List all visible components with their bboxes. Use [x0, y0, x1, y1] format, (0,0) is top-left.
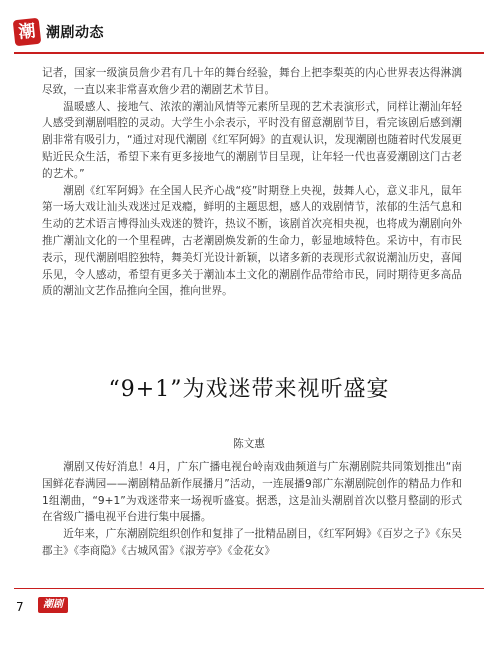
footer-logo-icon: 潮剧: [38, 597, 68, 613]
paragraph: 温暖感人、接地气、浓浓的潮汕风情等元素所呈现的艺术表演形式，同样让潮汕年轻人感受到潮剧唱腔的灵动。大学生小余表示，平时没有留意潮剧节目，看完该剧后感到潮剧非常有吸引力，“通过对现代潮剧《红军阿姆》的直观认识，发现潮剧也随着时代发展更贴近民众生活，希望下来有更多接地气的潮剧节目呈现，让年轻一代也喜爱潮剧这门古老的艺术。”: [42, 100, 462, 180]
paragraph: 潮剧《红军阿姆》在全国人民齐心战“疫”时期登上央视，鼓舞人心，意义非凡，鼠年第一场大戏让汕头戏迷过足戏瘾，鲜明的主题思想，感人的戏剧情节，浓郁的生活气息和生动的艺术语言博得汕头戏迷的赞许，热议不断，该剧首次亮相央视，也将成为潮剧向外推广潮汕文化的一个里程碑，古老潮剧焕发新的生命力，彰显地域特色。采访中，有市民表示，现代潮剧唱腔独特，舞美灯光设计新颖，以诸多新的表现形式叙说潮汕历史，喜闻乐见，令人感动，希望有更多关于潮汕本土文化的潮剧作品带给市民，同时期待更多高品质的潮汕文艺作品推向全国，推向世界。: [42, 184, 462, 298]
footer-divider: [14, 588, 484, 589]
article-author: 陈文惠: [233, 438, 265, 450]
intro-body: [42, 65, 462, 300]
page-header: [0, 0, 498, 62]
article-body: [42, 459, 462, 560]
section-title: 潮剧动态: [46, 25, 104, 41]
page-number: 7: [16, 600, 24, 614]
paragraph: 记者，国家一级演员詹少君有几十年的舞台经验，舞台上把李梨英的内心世界表达得淋漓尽致，一直以来非常喜欢詹少君的潮剧艺术节目。: [42, 67, 462, 96]
header-divider: [14, 52, 484, 54]
magazine-logo-icon: 潮: [13, 18, 42, 47]
paragraph: 潮剧又传好消息！4月，广东广播电视台岭南戏曲频道与广东潮剧院共同策划推出“南国鲜花春满园——潮剧精品新作展播月”活动，一连展播9部广东潮剧院创作的精品力作和1组潮曲，“9+1”为戏迷带来一场视听盛宴。据悉，这是汕头潮剧首次以整月整副的形式在省级广播电视平台进行集中展播。: [42, 461, 462, 524]
article-title: “9+1”为戏迷带来视听盛宴: [108, 377, 390, 402]
paragraph: 近年来，广东潮剧院组织创作和复排了一批精品剧目，《红军阿姆》《百岁之子》《东吴郡主》《李商隐》《古城风雷》《淑芳亭》《金花女》: [42, 528, 462, 557]
